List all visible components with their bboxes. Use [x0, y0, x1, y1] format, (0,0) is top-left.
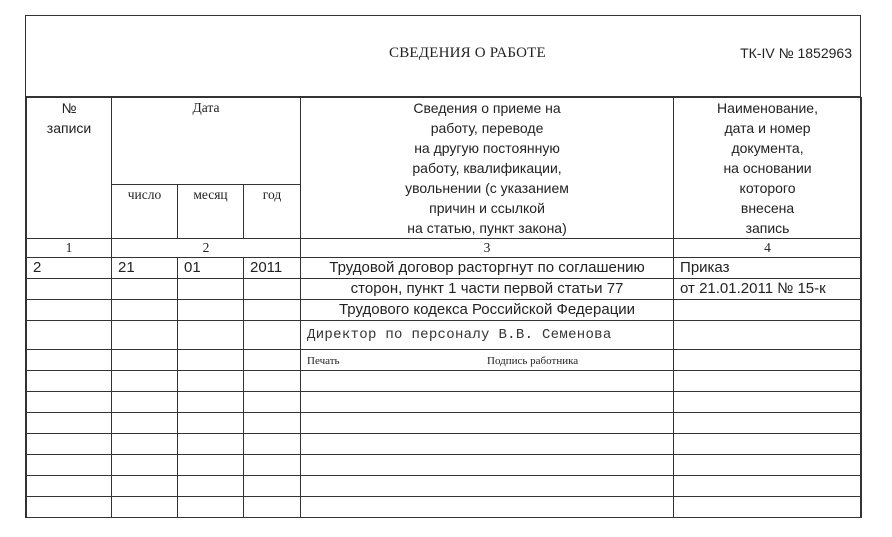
- header-info-line: на статью, пункт закона): [407, 220, 567, 236]
- empty-cell: [27, 476, 112, 497]
- empty-cell: [178, 350, 244, 371]
- empty-cell: [301, 476, 674, 497]
- empty-cell: [244, 476, 301, 497]
- header-info-line: увольнении (с указанием: [405, 180, 569, 196]
- table-row: [27, 476, 862, 497]
- table-row: [27, 455, 862, 476]
- header-record-number: [27, 98, 112, 239]
- empty-cell: [27, 497, 112, 518]
- empty-cell: [674, 476, 862, 497]
- empty-cell: [674, 455, 862, 476]
- empty-cell: [178, 455, 244, 476]
- empty-cell: [301, 434, 674, 455]
- empty-cell: [112, 476, 178, 497]
- empty-cell: [244, 300, 301, 321]
- table-row: [27, 350, 862, 371]
- record-number-cell: 2: [27, 258, 112, 279]
- employee-signature-label: Подпись работника: [487, 355, 579, 367]
- empty-cell: [112, 279, 178, 300]
- empty-cell: [178, 497, 244, 518]
- document-cell: от 21.01.2011 № 15-к: [674, 279, 862, 300]
- month-cell: 01: [178, 258, 244, 279]
- empty-cell: [112, 392, 178, 413]
- header-info-line: на другую постоянную: [414, 140, 560, 156]
- empty-cell: [27, 350, 112, 371]
- header-info-line: работу, переводе: [430, 120, 544, 136]
- empty-cell: [178, 371, 244, 392]
- table-row: [27, 371, 862, 392]
- header-day: [112, 184, 178, 238]
- empty-cell: [112, 321, 178, 350]
- column-number: 4: [674, 239, 862, 258]
- header-record-number-line: записи: [46, 120, 92, 136]
- empty-cell: [178, 279, 244, 300]
- empty-cell: [244, 413, 301, 434]
- table-row: [27, 434, 862, 455]
- empty-cell: [301, 413, 674, 434]
- empty-cell: [178, 392, 244, 413]
- header-document-line: запись: [745, 220, 790, 236]
- table-row: [27, 300, 862, 321]
- empty-cell: [674, 371, 862, 392]
- signature-cell: [301, 350, 674, 371]
- empty-cell: [674, 413, 862, 434]
- table-row: [27, 413, 862, 434]
- header-info-line: работу, квалификации,: [412, 160, 562, 176]
- empty-cell: [178, 321, 244, 350]
- header-year-label: год: [262, 186, 282, 202]
- empty-cell: [178, 300, 244, 321]
- day-cell: 21: [112, 258, 178, 279]
- header-document-line: документа,: [731, 140, 804, 156]
- column-numbers-row: [27, 239, 862, 258]
- header-document-line: дата и номер: [724, 120, 811, 136]
- empty-cell: [112, 371, 178, 392]
- empty-cell: [112, 455, 178, 476]
- empty-cell: [112, 300, 178, 321]
- header-record-number-line: №: [61, 100, 77, 116]
- form-title: СВЕДЕНИЯ О РАБОТЕ: [389, 45, 546, 61]
- empty-cell: [27, 300, 112, 321]
- empty-cell: [27, 455, 112, 476]
- empty-cell: [244, 392, 301, 413]
- header-info-line: причин и ссылкой: [429, 200, 545, 216]
- empty-cell: [244, 350, 301, 371]
- empty-cell: [27, 434, 112, 455]
- empty-cell: [674, 434, 862, 455]
- header-month: [178, 184, 244, 238]
- header-month-label: месяц: [193, 186, 228, 202]
- empty-cell: [27, 321, 112, 350]
- empty-cell: [244, 279, 301, 300]
- empty-cell: [244, 455, 301, 476]
- work-record-form: [25, 15, 861, 518]
- header-date-label: Дата: [192, 100, 220, 115]
- empty-cell: [244, 497, 301, 518]
- column-number: 2: [112, 239, 301, 258]
- table-row: [27, 497, 862, 518]
- empty-cell: [674, 392, 862, 413]
- empty-cell: [301, 371, 674, 392]
- empty-cell: [674, 350, 862, 371]
- empty-cell: [112, 497, 178, 518]
- empty-cell: [674, 321, 862, 350]
- empty-cell: [178, 434, 244, 455]
- empty-cell: [178, 476, 244, 497]
- column-number: 1: [27, 239, 112, 258]
- empty-cell: [244, 321, 301, 350]
- empty-cell: [112, 350, 178, 371]
- header-date: [112, 98, 301, 185]
- info-cell: сторон, пункт 1 части первой статьи 77: [301, 279, 674, 300]
- document-cell: Приказ: [674, 258, 862, 279]
- header-info: [301, 98, 674, 239]
- records-table: [26, 97, 862, 518]
- header-day-label: число: [127, 186, 162, 202]
- empty-cell: [301, 392, 674, 413]
- form-header: [26, 16, 860, 97]
- empty-cell: [27, 371, 112, 392]
- header-document: [674, 98, 862, 239]
- header-document-line: на основании: [723, 160, 812, 176]
- info-cell: Трудового кодекса Российской Федерации: [301, 300, 674, 321]
- column-number: 3: [301, 239, 674, 258]
- header-document-line: которого: [739, 180, 796, 196]
- empty-cell: [27, 413, 112, 434]
- seal-label: Печать: [307, 355, 340, 367]
- empty-cell: [27, 279, 112, 300]
- empty-cell: [301, 497, 674, 518]
- empty-cell: [112, 413, 178, 434]
- empty-cell: [301, 455, 674, 476]
- empty-cell: [244, 434, 301, 455]
- header-info-line: Сведения о приеме на: [413, 100, 561, 116]
- empty-cell: [112, 434, 178, 455]
- empty-cell: [674, 300, 862, 321]
- stamp-text: Директор по персоналу В.В. Семенова: [301, 321, 674, 350]
- empty-cell: [178, 413, 244, 434]
- table-row: [27, 279, 862, 300]
- empty-cell: [27, 392, 112, 413]
- empty-cell: [244, 371, 301, 392]
- info-cell: Трудовой договор расторгнут по соглашению: [301, 258, 674, 279]
- table-row: [27, 258, 862, 279]
- form-serial-number: ТК-IV № 1852963: [740, 45, 852, 61]
- empty-cell: [674, 497, 862, 518]
- table-row: [27, 321, 862, 350]
- header-document-line: Наименование,: [717, 100, 818, 116]
- year-cell: 2011: [244, 258, 301, 279]
- table-row: [27, 392, 862, 413]
- header-document-line: внесена: [740, 200, 795, 216]
- header-year: [244, 184, 301, 238]
